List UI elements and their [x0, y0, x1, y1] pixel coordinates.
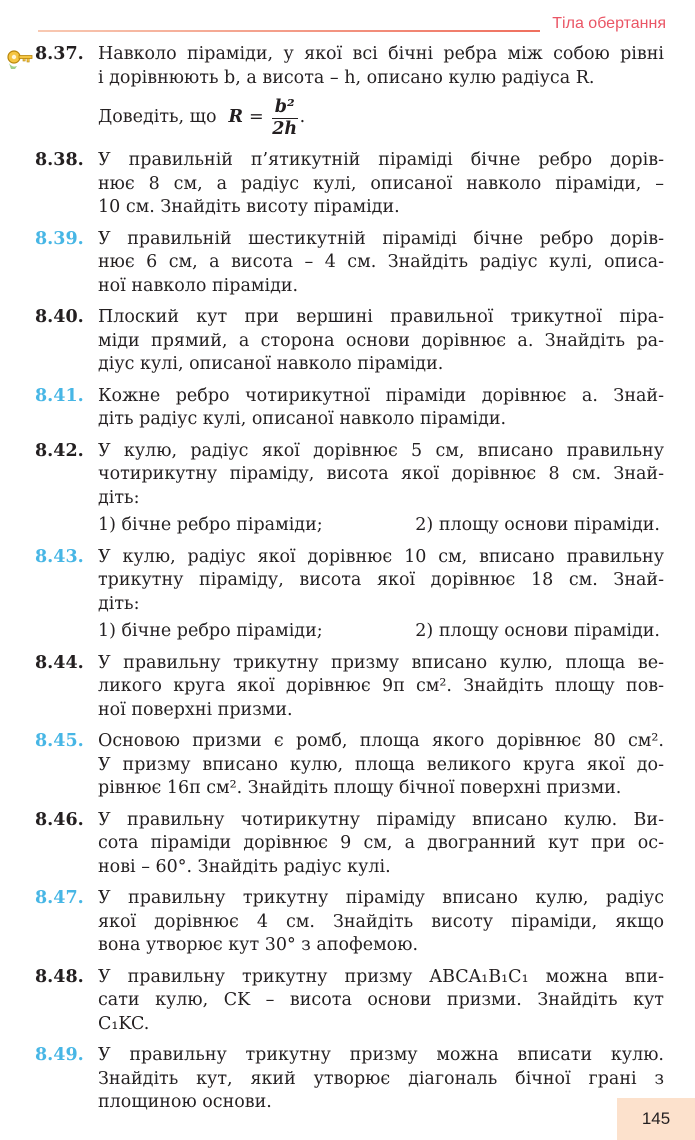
text-line: C₁KC. — [98, 1013, 150, 1034]
problem-text — [98, 440, 664, 538]
text-line: ної навколо піраміди. — [98, 275, 299, 296]
text-line: і дорівнюють b, а висота – h, описано кулю радіуса R. — [98, 67, 595, 88]
subitem: 2) площу основи піраміди. — [415, 621, 660, 641]
problem-8-38 — [35, 149, 664, 220]
problem-8-39 — [35, 228, 664, 299]
problem-8-49 — [35, 1044, 664, 1115]
text-line: площиною основи. — [98, 1092, 272, 1112]
text-line: Навколо піраміди, у якої всі бічні ребра між собою рівні — [98, 44, 664, 64]
formula-lhs: R — [228, 107, 244, 128]
problem-text — [98, 966, 664, 1037]
problem-text — [98, 385, 664, 432]
formula-eq: = — [249, 107, 264, 128]
problem-8-44 — [35, 652, 664, 723]
problem-8-37 — [35, 43, 664, 141]
problem-number: 8.46. — [35, 809, 84, 830]
problem-number: 8.45. — [35, 731, 84, 751]
text-line: міди прямий, а сторона основи дорівнює a. Знайдіть ра- — [98, 330, 664, 351]
text-line: ликого круга якої дорівнює 9π см². Знайдіть площу пов- — [98, 676, 664, 696]
text-line: У правильну трикутну призму вписано кулю, площа ве- — [98, 652, 664, 673]
formula-prefix: Доведіть, що — [98, 107, 217, 128]
problem-number: 8.38. — [35, 150, 84, 170]
text-line: У правильній шестикутній піраміді бічне ребро дорів- — [98, 228, 664, 249]
problem-number: 8.49. — [35, 1045, 84, 1065]
problem-number: 8.39. — [35, 228, 84, 249]
text-line: якої дорівнює 4 см. Знайдіть висоту піраміди, якщо — [98, 911, 664, 932]
problem-8-48 — [35, 966, 664, 1037]
text-line: У правильну трикутну призму ABCA₁B₁C₁ можна впи- — [98, 966, 664, 987]
subitem: 2) площу основи піраміди. — [415, 515, 660, 535]
problem-8-43 — [35, 546, 664, 644]
problem-number: 8.47. — [35, 888, 84, 908]
text-line: У правильну трикутну призму можна вписати кулю. — [98, 1045, 664, 1065]
text-line: вона утворює кут 30° з апофемою. — [98, 935, 419, 955]
problem-number: 8.37. — [35, 44, 84, 64]
text-line: нює 8 см, а радіус кулі, описаної навколо піраміди, – — [98, 173, 664, 194]
subitem: 1) бічне ребро піраміди; — [98, 621, 323, 641]
problem-number: 8.42. — [35, 440, 84, 461]
text-line: У правильну чотирикутну піраміду вписано кулю. Ви- — [98, 809, 664, 830]
chapter-title: Тіла обертання — [552, 15, 666, 32]
text-line: трикутну піраміду, висота якої дорівнює 18 см. Знай- — [98, 570, 664, 590]
text-line: нові – 60°. Знайдіть радіус кулі. — [98, 856, 391, 877]
problem-number: 8.48. — [35, 966, 84, 987]
problem-number: 8.40. — [35, 307, 84, 327]
problem-text — [98, 652, 664, 723]
problem-number: 8.44. — [35, 652, 84, 673]
problem-text — [98, 546, 664, 644]
problem-text — [98, 306, 664, 377]
text-line: У призму вписано кулю, площа великого круга якої до- — [98, 754, 664, 775]
problem-8-42 — [35, 440, 664, 538]
text-line: У кулю, радіус якої дорівнює 10 см, вписано правильну — [98, 546, 664, 567]
fraction-denominator: 2h — [272, 118, 298, 139]
problem-number: 8.41. — [35, 385, 84, 406]
problem-text — [98, 887, 664, 958]
text-line: діть: — [98, 593, 140, 614]
problem-8-46 — [35, 809, 664, 880]
formula-suffix: . — [299, 107, 306, 128]
problem-8-40 — [35, 306, 664, 377]
text-line: У правильній п’ятикутній піраміді бічне ребро дорів- — [98, 150, 664, 170]
text-line: сати кулю, CK – висота основи призми. Знайдіть кут — [98, 990, 664, 1010]
subitems — [98, 514, 664, 538]
problem-text — [98, 43, 664, 141]
text-line: рівнює 16π см². Знайдіть площу бічної поверхні призми. — [98, 778, 622, 798]
problem-number: 8.43. — [35, 546, 84, 567]
text-line: нює 6 см, а висота – 4 см. Знайдіть радіус кулі, описа- — [98, 252, 664, 272]
text-line: 10 см. Знайдіть висоту піраміди. — [98, 197, 400, 217]
text-line: чотирикутну піраміду, висота якої дорівнює 8 см. Знай- — [98, 464, 664, 484]
problem-8-47 — [35, 887, 664, 958]
formula-fraction — [272, 97, 298, 140]
formula — [98, 95, 664, 141]
header-rule — [38, 30, 540, 32]
problem-8-41 — [35, 385, 664, 432]
text-line: діть радіус кулі, описаної навколо піраміди. — [98, 409, 507, 429]
text-line: Плоский кут при вершині правильної трикутної піра- — [98, 307, 664, 327]
problem-text — [98, 730, 664, 801]
text-line: Кожне ребро чотирикутної піраміди дорівнює a. Знай- — [98, 385, 664, 406]
key-icon — [6, 48, 34, 70]
problem-list — [35, 43, 664, 1123]
subitems — [98, 620, 664, 644]
problem-8-45 — [35, 730, 664, 801]
text-line: сота піраміди дорівнює 9 см, а двогранний кут при ос- — [98, 833, 664, 853]
problem-text — [98, 149, 664, 220]
text-line: ної поверхні призми. — [98, 699, 293, 720]
page-number: 145 — [641, 1109, 671, 1128]
text-line: діть: — [98, 487, 140, 508]
page-number-box — [617, 1098, 695, 1140]
text-line: У кулю, радіус якої дорівнює 5 см, вписано правильну — [98, 440, 664, 461]
problem-text — [98, 809, 664, 880]
problem-text — [98, 228, 664, 299]
text-line: Знайдіть кут, який утворює діагональ бічної грані з — [98, 1068, 664, 1089]
fraction-numerator: b² — [272, 97, 298, 119]
subitem: 1) бічне ребро піраміди; — [98, 515, 323, 535]
text-line: діус кулі, описаної навколо піраміди. — [98, 354, 444, 374]
problem-text — [98, 1044, 664, 1115]
text-line: Основою призми є ромб, площа якого дорівнює 80 см². — [98, 731, 664, 751]
text-line: У правильну трикутну піраміду вписано кулю, радіус — [98, 888, 664, 908]
